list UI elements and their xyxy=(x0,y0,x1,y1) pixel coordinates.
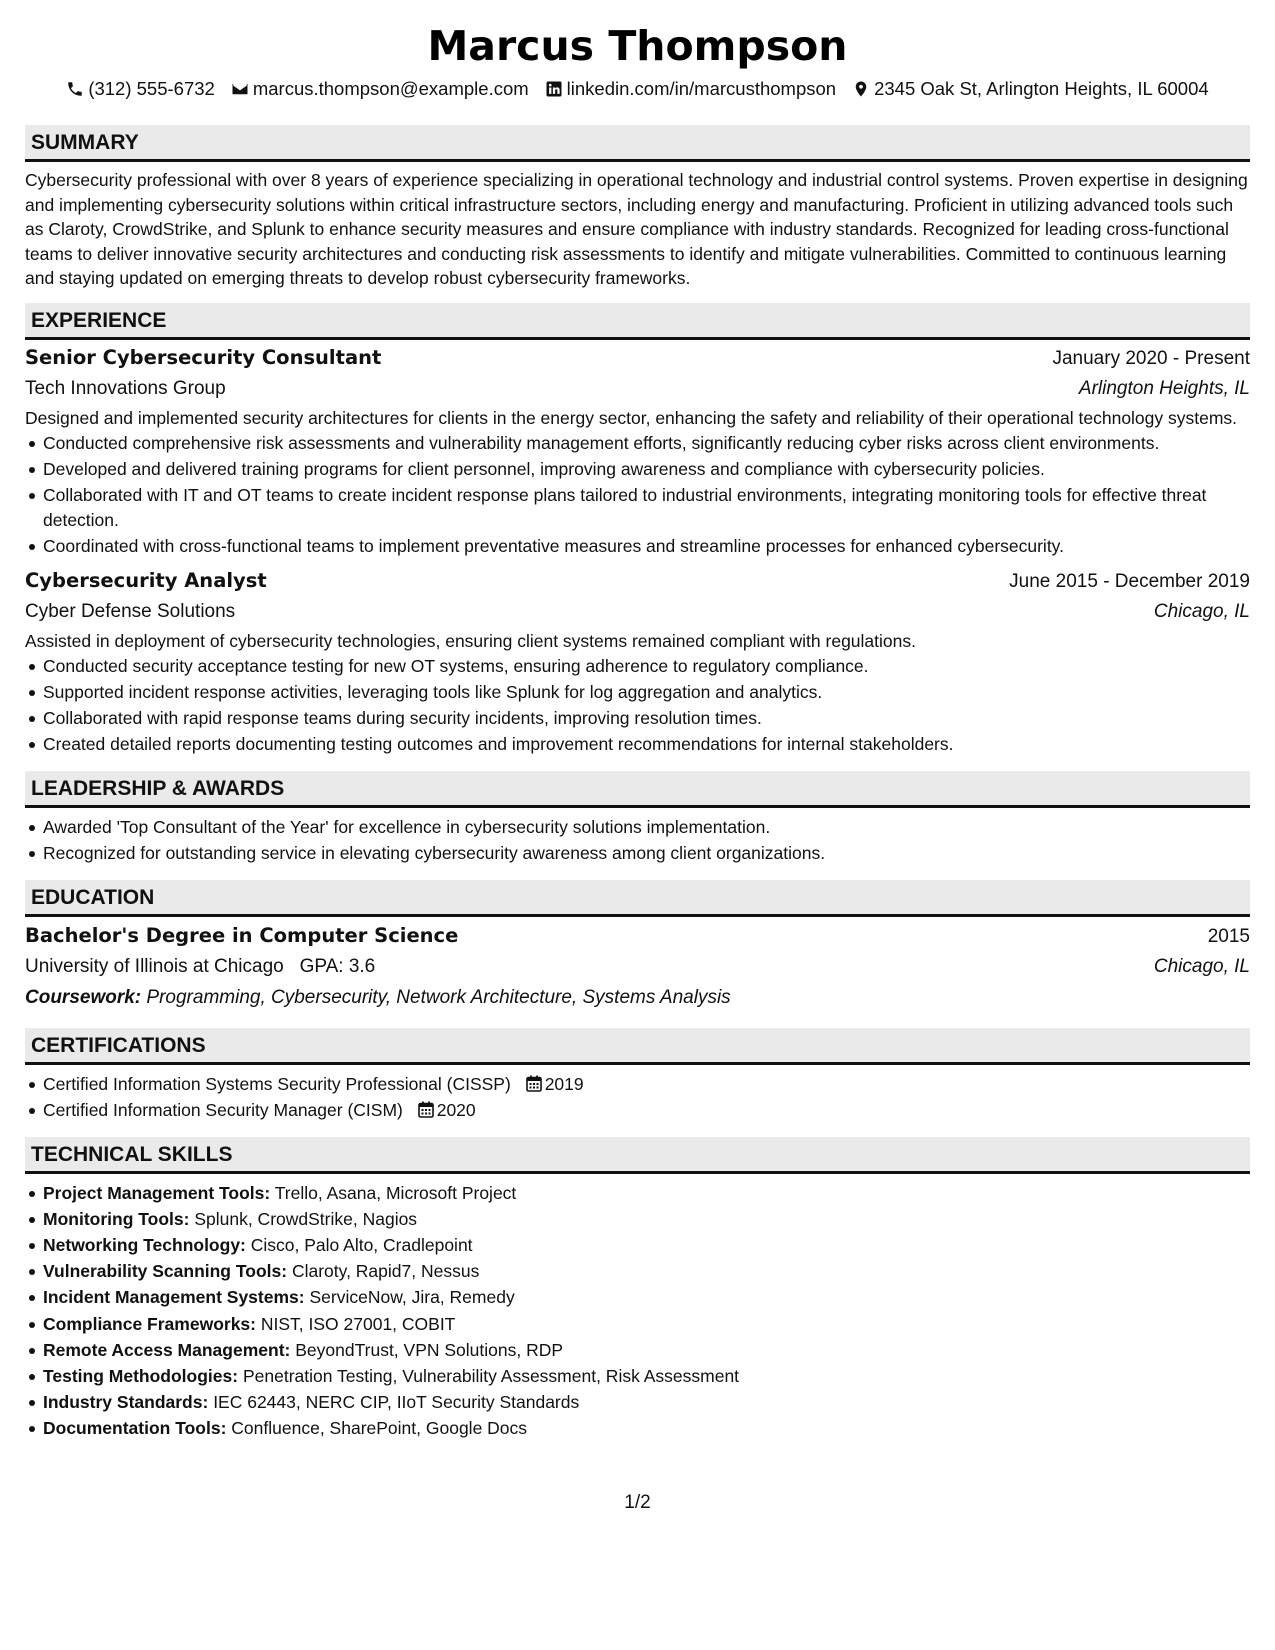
job-dates: June 2015 - December 2019 xyxy=(1009,571,1250,593)
experience-heading: EXPERIENCE xyxy=(25,303,1250,340)
contact-linkedin[interactable] xyxy=(545,77,836,101)
contact-address xyxy=(852,77,1209,101)
skill-value: Confluence, SharePoint, Google Docs xyxy=(231,1418,528,1439)
list-item xyxy=(43,1259,1250,1284)
job-company: Cyber Defense Solutions xyxy=(25,601,236,623)
coursework-label: Coursework: xyxy=(25,986,142,1008)
calendar-icon xyxy=(526,1075,542,1092)
summary-heading: SUMMARY xyxy=(25,125,1250,162)
summary-section xyxy=(25,125,1250,291)
skill-label: Testing Methodologies: xyxy=(43,1365,239,1386)
school-location: Chicago, IL xyxy=(1153,955,1250,977)
list-item: Coordinated with cross-functional teams to implement preventative measures and streamline processes for enhanced cybersecurity. xyxy=(43,534,1250,559)
list-item: Recognized for outstanding service in elevating cybersecurity awareness among client organizations. xyxy=(43,841,1250,866)
contact-phone xyxy=(66,77,215,101)
skill-label: Incident Management Systems: xyxy=(43,1287,305,1308)
map-pin-icon xyxy=(852,80,870,98)
list-item xyxy=(43,1207,1250,1232)
list-item: Awarded 'Top Consultant of the Year' for excellence in cybersecurity solutions implementation. xyxy=(43,815,1250,840)
skill-value: IEC 62443, NERC CIP, IIoT Security Standards xyxy=(213,1392,580,1413)
resume-page xyxy=(25,18,1250,1443)
list-item xyxy=(43,1312,1250,1337)
job-location: Chicago, IL xyxy=(1153,601,1250,623)
list-item: Conducted comprehensive risk assessments and vulnerability management efforts, significantly reducing cyber risks across client environments. xyxy=(43,431,1250,456)
skill-label: Compliance Frameworks: xyxy=(43,1313,256,1334)
list-item: Created detailed reports documenting testing outcomes and improvement recommendations for internal stakeholders. xyxy=(43,732,1250,757)
job-title: Senior Cybersecurity Consultant xyxy=(25,345,382,369)
leadership-list xyxy=(25,815,1250,866)
skills-list xyxy=(25,1181,1250,1441)
experience-section xyxy=(25,303,1250,757)
education-section xyxy=(25,880,1250,1012)
linkedin-icon xyxy=(545,80,563,98)
cert-year: 2020 xyxy=(436,1100,476,1121)
skill-label: Industry Standards: xyxy=(43,1392,209,1413)
gpa: GPA: 3.6 xyxy=(299,955,376,977)
cert-year: 2019 xyxy=(544,1073,584,1094)
skill-value: BeyondTrust, VPN Solutions, RDP xyxy=(295,1339,564,1360)
list-item: Collaborated with IT and OT teams to create incident response plans tailored to industrial environments, integrating monitoring tools for effective threat detection. xyxy=(43,483,1250,532)
job-title: Cybersecurity Analyst xyxy=(25,569,267,593)
education-heading: EDUCATION xyxy=(25,880,1250,917)
list-item xyxy=(43,1338,1250,1363)
list-item xyxy=(43,1390,1250,1415)
phone-icon xyxy=(66,80,84,98)
summary-text: Cybersecurity professional with over 8 years of experience specializing in operational technology and industrial control systems. Proven expertise in designing and implementing cybersecurity solutions within critical infrastructure sectors, including energy and manufacturing. Proficient in utilizing advanced tools such as Claroty, CrowdStrike, and Splunk to enhance security measures and ensure compliance with industry standards. Recognized for leading cross-functional teams to deliver innovative security architectures and conducting risk assessments to identify and mitigate vulnerabilities. Committed to continuous learning and staying updated on emerging threats to develop robust cybersecurity frameworks. xyxy=(25,170,1248,289)
leadership-heading: LEADERSHIP & AWARDS xyxy=(25,771,1250,808)
certifications-list xyxy=(25,1072,1250,1123)
skill-value: Splunk, CrowdStrike, Nagios xyxy=(194,1208,418,1229)
list-item: Developed and delivered training programs for client personnel, improving awareness and compliance with cybersecurity policies. xyxy=(43,457,1250,482)
certifications-section xyxy=(25,1028,1250,1123)
list-item xyxy=(43,1181,1250,1206)
skills-section xyxy=(25,1137,1250,1441)
envelope-icon xyxy=(231,80,249,98)
cert-name: Certified Information Systems Security Professional (CISSP) xyxy=(43,1073,511,1094)
school-name: University of Illinois at Chicago xyxy=(25,955,284,977)
job-dates: January 2020 - Present xyxy=(1052,347,1250,369)
skill-label: Monitoring Tools: xyxy=(43,1208,190,1229)
email-link[interactable]: marcus.thompson@example.com xyxy=(252,78,529,99)
address-text: 2345 Oak St, Arlington Heights, IL 60004 xyxy=(874,78,1209,99)
list-item xyxy=(43,1285,1250,1310)
linkedin-link[interactable]: linkedin.com/in/marcusthompson xyxy=(566,78,837,99)
leadership-section xyxy=(25,771,1250,866)
job-description: Assisted in deployment of cybersecurity technologies, ensuring client systems remained compliant with regulations. xyxy=(25,631,916,652)
skill-label: Project Management Tools: xyxy=(43,1182,271,1203)
skill-label: Networking Technology: xyxy=(43,1235,246,1255)
skill-label: Remote Access Management: xyxy=(43,1339,291,1360)
list-item: Collaborated with rapid response teams during security incidents, improving resolution times. xyxy=(43,706,1250,731)
skill-value: NIST, ISO 27001, COBIT xyxy=(260,1313,456,1334)
list-item: Conducted security acceptance testing for new OT systems, ensuring adherence to regulatory compliance. xyxy=(43,654,1250,679)
list-item xyxy=(43,1098,1250,1123)
skill-value: ServiceNow, Jira, Remedy xyxy=(309,1287,515,1308)
degree-title: Bachelor's Degree in Computer Science xyxy=(25,923,459,947)
contact-email[interactable] xyxy=(231,77,529,101)
skill-value: Cisco, Palo Alto, Cradlepoint xyxy=(250,1235,473,1255)
phone-text: (312) 555-6732 xyxy=(88,78,215,99)
list-item xyxy=(43,1416,1250,1441)
calendar-icon xyxy=(418,1101,434,1118)
list-item xyxy=(43,1364,1250,1389)
job-entry xyxy=(25,343,1250,558)
list-item xyxy=(43,1233,1250,1258)
job-bullets xyxy=(25,654,1250,757)
school-line xyxy=(25,952,375,981)
certifications-heading: CERTIFICATIONS xyxy=(25,1028,1250,1065)
skill-value: Claroty, Rapid7, Nessus xyxy=(291,1261,480,1282)
coursework-list: Programming, Cybersecurity, Network Architecture, Systems Analysis xyxy=(146,986,731,1008)
job-entry xyxy=(25,566,1250,757)
skill-value: Trello, Asana, Microsoft Project xyxy=(274,1182,517,1203)
job-description: Designed and implemented security architectures for clients in the energy sector, enhancing the safety and reliability of their operational technology systems. xyxy=(25,407,1238,428)
page-number: 1/2 xyxy=(624,1492,651,1513)
skills-heading: TECHNICAL SKILLS xyxy=(25,1137,1250,1174)
job-company: Tech Innovations Group xyxy=(25,377,226,399)
candidate-name: Marcus Thompson xyxy=(427,22,848,70)
skill-value: Penetration Testing, Vulnerability Assessment, Risk Assessment xyxy=(242,1365,740,1386)
coursework-line xyxy=(25,983,1250,1012)
skill-label: Vulnerability Scanning Tools: xyxy=(43,1261,288,1282)
skill-label: Documentation Tools: xyxy=(43,1418,227,1439)
list-item xyxy=(43,1072,1250,1097)
cert-name: Certified Information Security Manager (CISM) xyxy=(43,1100,403,1121)
list-item: Supported incident response activities, leveraging tools like Splunk for log aggregation and analytics. xyxy=(43,680,1250,705)
graduation-year: 2015 xyxy=(1207,925,1250,947)
contact-bar xyxy=(25,77,1250,101)
job-location: Arlington Heights, IL xyxy=(1078,377,1250,399)
job-bullets xyxy=(25,431,1250,559)
